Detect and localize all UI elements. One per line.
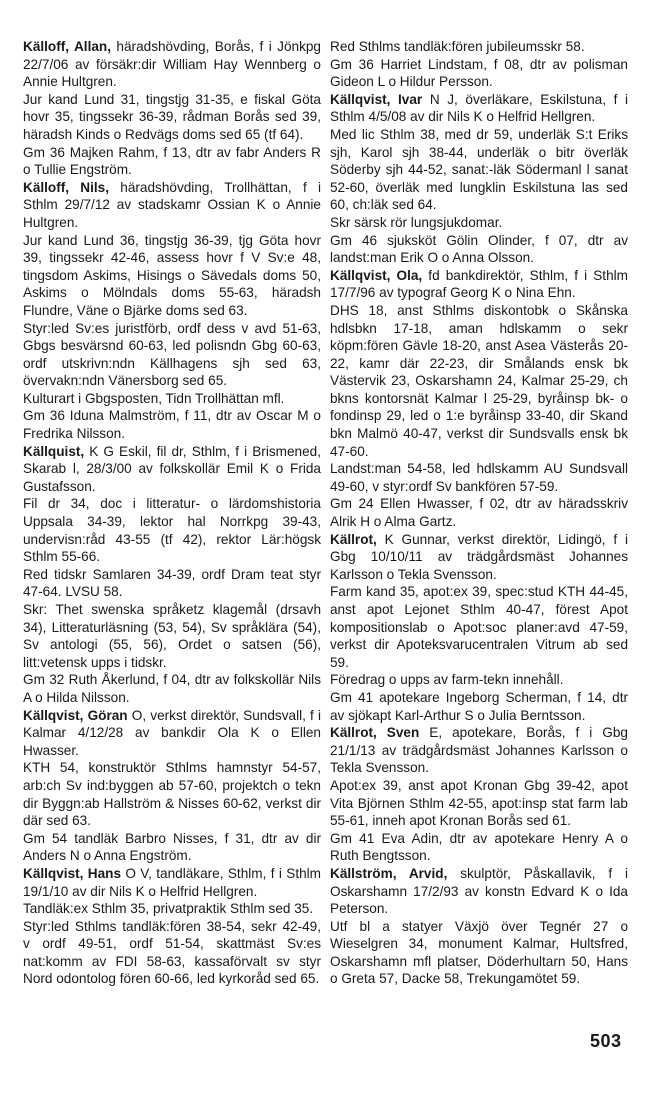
entry-name: Källström, Arvid, [330,865,448,881]
entry-paragraph: Red Sthlms tandläk:fören jubileumsskr 58. [330,39,585,54]
entry-lead [330,865,628,918]
entry-name: Källqvist, Hans [23,865,122,881]
entry-text: häradshövding, Trollhättan, f i Sthlm 29/7/12 av stadskamr Ossian K o Annie Hultgren. [23,179,321,230]
entry-lead [23,179,321,232]
entry-paragraph: Gm 24 Ellen Hwasser, f 02, dtr av häradsskriv Alrik H o Alma Gartz. [330,496,628,530]
entry-text: K Gunnar, verkst direktör, Lidingö, f i Gbg 10/10/11 av trädgårdsmäst Johannes Karlsson o Tekla Svensson. [330,531,628,582]
entry-paragraph: Red tidskr Samlaren 34-39, ordf Dram teat styr 47-64. LVSU 58. [23,566,321,600]
entry-text: N J, överläkare, Eskilstuna, f i Sthlm 4/5/08 av dir Nils K o Helfrid Hellgren. [330,91,629,125]
entry-kallrot-gunnar [330,531,628,725]
entry-text: E, apotekare, Borås, f i Gbg 21/1/13 av trädgårdsmäst Johannes Karlsson o Tekla Svensson. [330,725,628,776]
entry-paragraph: KTH 54, konstruktör Sthlms hamnstyr 54-57, arb:ch Sv ind:byggen ab 57-60, projektch o tekn dir Byggn:ab Hallström & Nisses 60-62, verkst dir där sed 63. [23,760,321,829]
entry-paragraph: Styr:led Sthlms tandläk:fören 38-54, sekr 42-49, v ordf 49-51, ordf 51-54, skattmäst Sv:es nat:komm av FDI 58-63, kassaförvalt sv styr Nord odontolog fören 60-66, led kyrkoråd sed 65. [23,918,321,987]
entry-text: K G Eskil, fil dr, Sthlm, f i Brismened, Skarab l, 28/3/00 av folkskollär Emil K o Frida Gustafsson. [23,443,321,494]
entry-paragraph: Utf bl a statyer Växjö över Tegnér 27 o Wieselgren 34, monument Kalmar, Hultsfred, Oskarshamn mfl platser, Döderhultarn 50, Hans o Greta 57, Dacke 58, Trekungamötet 59. [330,918,628,987]
left-column [23,38,321,988]
entry-paragraph: Fil dr 34, doc i litteratur- o lärdomshistoria Uppsala 34-39, lektor hal Norrkpg 39-43, undervisn:råd 43-55 (tf 42), rektor Lär:högsk Sthlm 55-66. [23,496,321,565]
entry-paragraph: DHS 18, anst Sthlms diskontobk o Skånska hdlsbkn 17-18, aman hdlskamm o sekr köpm:fören Gävle 18-20, anst Asea Västerås 20-22, kamr där 22-23, dir Smålands ensk bk Västervik 23, Oskarshamn 24, Kalmar 25-29, ch bkns kontorsnät Kalmar l 25-29, byråinsp bk- o fondinsp 29, led o 1:e byråinsp 33-40, dir Skand bkn Malmö 40-47, verkst dir Sundsvalls ensk bk 47-60. [330,302,628,459]
entry-name: Källqvist, Ivar [330,91,423,107]
entry-name: Källoff, Allan, [23,39,111,54]
entry-paragraph: Gm 36 Majken Rahm, f 13, dtr av fabr Anders R o Tullie Engström. [23,144,321,178]
entry-paragraph: Tandläk:ex Sthlm 35, privatpraktik Sthlm sed 35. [23,901,314,917]
entry-lead [330,724,628,777]
entry-lead [330,91,628,126]
entry-paragraph: Skr särsk rör lungsjukdomar. [330,214,503,230]
entry-kallquist-eskil [23,443,321,707]
entry-paragraph: Kulturart i Gbgsposten, Tidn Trollhättan mfl. [23,390,285,406]
entry-lead [330,531,628,584]
entry-kallqvist-goran [23,707,321,865]
entry-paragraph: Landst:man 54-58, led hdlskamm AU Sundsvall 49-60, v styr:ordf Sv bankfören 57-59. [330,461,628,494]
entry-paragraph: Skr: Thet swenska språketz klagemål (drsavh 34), Litteraturläsning (53, 54), Sv språklära (54), Sv antologi (55, 56), Ordet o satsen (56), litt:vetensk upps i tidskr. [23,602,321,670]
entry-paragraph: Med lic Sthlm 38, med dr 59, underläk S:t Eriks sjh, Karol sjh 38-44, underläk o bitr överläk Söderby sjh 44-52, sanat:-läk Södermanl l sanat 52-60, överläk med lungklin Eskilstuna las sed 60, ch:läk sed 64. [330,126,628,213]
entry-paragraph: Gm 36 Harriet Lindstam, f 08, dtr av polisman Gideon L o Hildur Persson. [330,56,628,90]
entry-lead [23,707,321,760]
entry-kallqvist-ola [330,267,628,531]
entry-text: O V, tandläkare, Sthlm, f i Sthlm 19/1/10 av dir Nils K o Helfrid Hellgren. [23,865,321,899]
entry-paragraph: Gm 41 apotekare Ingeborg Scherman, f 14, dtr av sjökapt Karl-Arthur S o Julia Berntsson. [330,689,628,723]
entry-text: häradshövding, Borås, f i Jönkpg 22/7/06 av försäkr:dir William Hay Wennberg o Annie Hultgren. [23,39,321,90]
entry-kallstrom-arvid [330,865,628,988]
entry-name: Källquist, [23,443,85,459]
entry-kalloff-allan [23,38,321,179]
entry-paragraph: Styr:led Sv:es juristförb, ordf dess v avd 51-63, Gbgs besvärsnd 60-63, led polisndn Gbg 60-63, ordf utskrivn:ndn Källhagens sjh sed 63, övervakn:ndn Vänersborg sed 65. [23,320,321,389]
entry-text: O, verkst direktör, Sundsvall, f i Kalmar 4/12/28 av bankdir Ola K o Ellen Hwasser. [23,707,321,758]
entry-continuation [330,38,628,91]
entry-kallqvist-hans [23,865,321,988]
entry-paragraph: Jur kand Lund 36, tingstjg 36-39, tjg Göta hovr 39, tingssekr 42-46, assess hovr f V Sv:e 48, tingsdom Askims, Hisings o Sävedals doms 50, Askims o Mölndals doms 55-63, häradsh Flundre, Väne o Bjärke doms sed 63. [23,232,321,318]
entry-paragraph: Apot:ex 39, anst apot Kronan Gbg 39-42, apot Vita Björnen Sthlm 42-55, apot:insp stat farm lab 55-61, inneh apot Kronan Borås sed 61. [330,777,628,829]
entry-name: Källqvist, Göran [23,707,128,723]
entry-paragraph: Föredrag o upps av farm-tekn innehåll. [330,672,564,688]
entry-paragraph: Farm kand 35, apot:ex 39, spec:stud KTH 44-45, anst apot Lejonet Sthlm 40-47, förest Apot kompositionslab o Apot:soc planer:avd 47-59, verkst dir Apoteksvarucentralen Vitrum ab sed 59. [330,584,628,670]
entry-paragraph: Gm 41 Eva Adin, dtr av apotekare Henry A o Ruth Bengtsson. [330,830,628,864]
entry-lead [330,267,628,302]
page-number: 503 [590,1031,622,1051]
entry-kallrot-sven [330,724,628,865]
entry-paragraph: Gm 36 Iduna Malmström, f 11, dtr av Oscar M o Fredrika Nilsson. [23,408,321,442]
entry-kalloff-nils [23,179,321,443]
entry-name: Källoff, Nils, [23,179,110,195]
entry-lead [23,38,321,91]
entry-name: Källqvist, Ola, [330,267,423,283]
entry-paragraph: Gm 54 tandläk Barbro Nisses, f 31, dtr av dir Anders N o Anna Engström. [23,830,321,864]
entry-name: Källrot, Sven [330,725,420,741]
entry-paragraph: Jur kand Lund 31, tingstjg 31-35, e fiskal Göta hovr 35, tingssekr 36-39, rådman Borås sed 39, häradsh Kinds o Redvägs doms sed 65 (tf 64). [23,91,321,142]
entry-lead [23,443,321,496]
entry-paragraph: Gm 32 Ruth Åkerlund, f 04, dtr av folkskollär Nils A o Hilda Nilsson. [23,672,321,705]
right-column [330,38,628,988]
entry-text: skulptör, Påskallavik, f i Oskarshamn 17/2/93 av konstn Edvard K o Ida Peterson. [330,865,628,917]
entry-kallqvist-ivar [330,91,628,267]
entry-text: fd bankdirektör, Sthlm, f i Sthlm 17/7/96 av typograf Georg K o Nina Ehn. [330,267,628,301]
entry-lead [23,865,321,900]
entry-name: Källrot, [330,531,377,547]
entry-paragraph: Gm 46 sjuksköt Gölin Olinder, f 07, dtr av landst:man Erik O o Anna Olsson. [330,232,628,266]
